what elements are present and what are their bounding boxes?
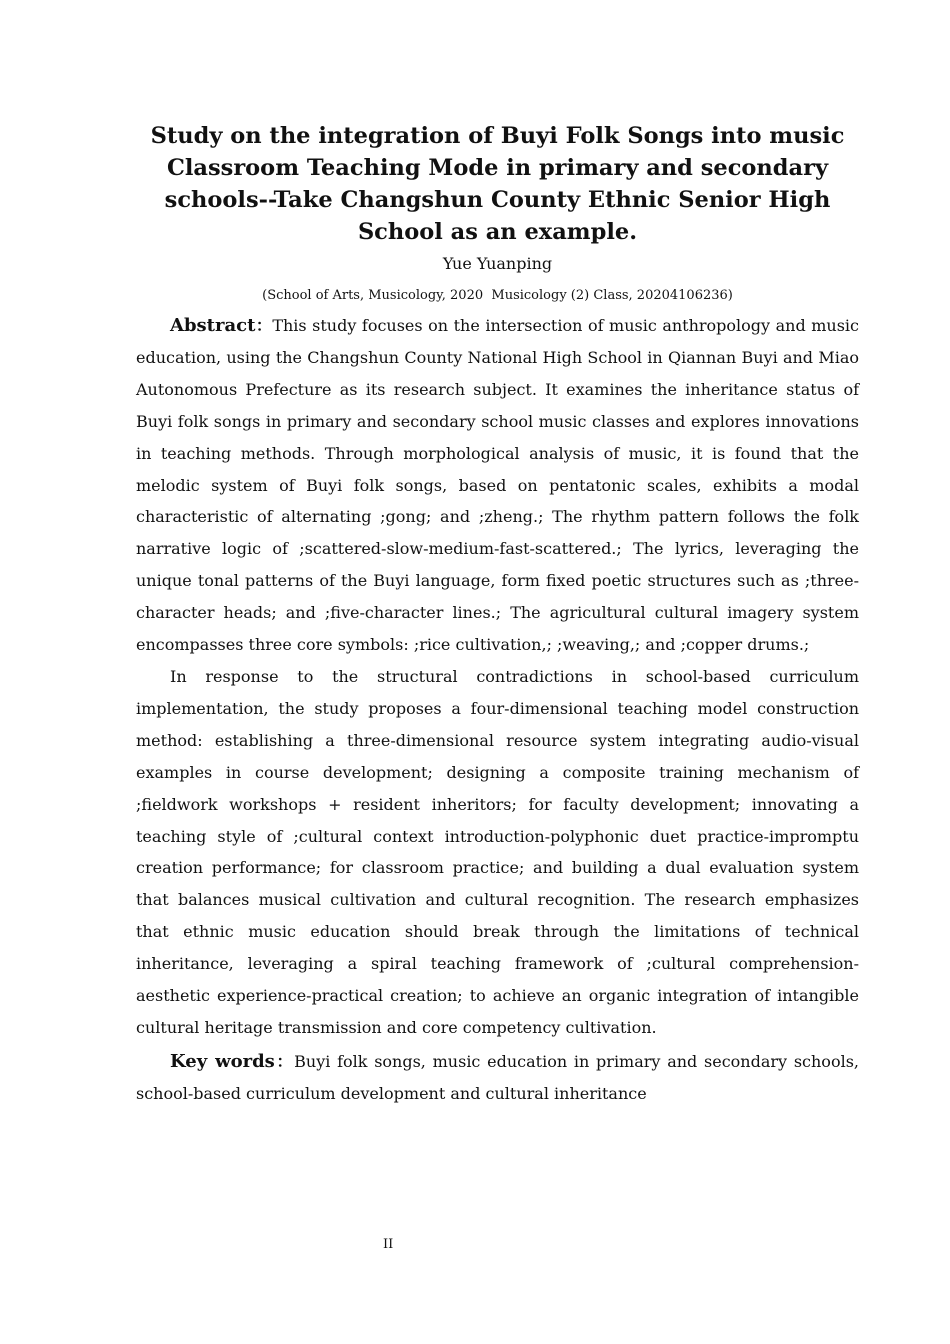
abstract-label: Abstract <box>170 315 256 336</box>
paper-title: Study on the integration of Buyi Folk Songs into music Classroom Teaching Mode in primary and secondary schools--Take Changshun County Ethnic Senior High School as an example. <box>150 123 845 245</box>
abstract-paragraph-2: In response to the structural contradictions in school-based curriculum implementation, the study proposes a four-dimensional teaching model construction method: establishing a three-dimensional resource system integrating audio-visual examples in course development; designing a composite training mechanism of ;fieldwork workshops + resident inheritors; for faculty development; innovating a teaching style of ;cultural context introduction-polyphonic duet practice-impromptu creation performance; for classroom practice; and building a dual evaluation system that balances musical cultivation and cultural recognition. The research emphasizes that ethnic music education should break through the limitations of technical inheritance, leveraging a spiral teaching framework of ;cultural comprehension-aesthetic experience-practical creation; to achieve an organic integration of intangible cultural heritage transmission and core competency cultivation. <box>136 666 859 1037</box>
keywords-label: Key words <box>170 1050 275 1072</box>
keywords-separator: ： <box>274 1051 295 1071</box>
abstract-separator: ： <box>255 316 273 335</box>
paper-author: Yue Yuanping <box>442 254 553 273</box>
keywords-paragraph <box>136 1046 859 1110</box>
keywords-text: Buyi folk songs, music education in primary and secondary schools, school-based curriculum development and cultural inheritance <box>136 1051 859 1103</box>
abstract-text-1: This study focuses on the intersection of music anthropology and music education, using the Changshun County National High School in Qiannan Buyi and Miao Autonomous Prefecture as its research subject. It examines the inheritance status of Buyi folk songs in primary and secondary school music classes and explores innovations in teaching methods. Through morphological analysis of music, it is found that the melodic system of Buyi folk songs, based on pentatonic scales, exhibits a modal characteristic of alternating ;gong; and ;zheng.; The rhythm pattern follows the folk narrative logic of ;scattered-slow-medium-fast-scattered.; The lyrics, leveraging the unique tonal patterns of the Buyi language, form fixed poetic structures such as ;three-character heads; and ;five-character lines.; The agricultural cultural imagery system encompasses three core symbols: ;rice cultivation,; ;weaving,; and ;copper drums.; <box>136 316 859 655</box>
author-affiliation: (School of Arts, Musicology, 2020 Musicology (2) Class, 20204106236) <box>262 288 733 303</box>
page-number: II <box>383 1237 394 1252</box>
paper-page <box>136 120 859 1110</box>
abstract-paragraph-1 <box>136 310 859 661</box>
